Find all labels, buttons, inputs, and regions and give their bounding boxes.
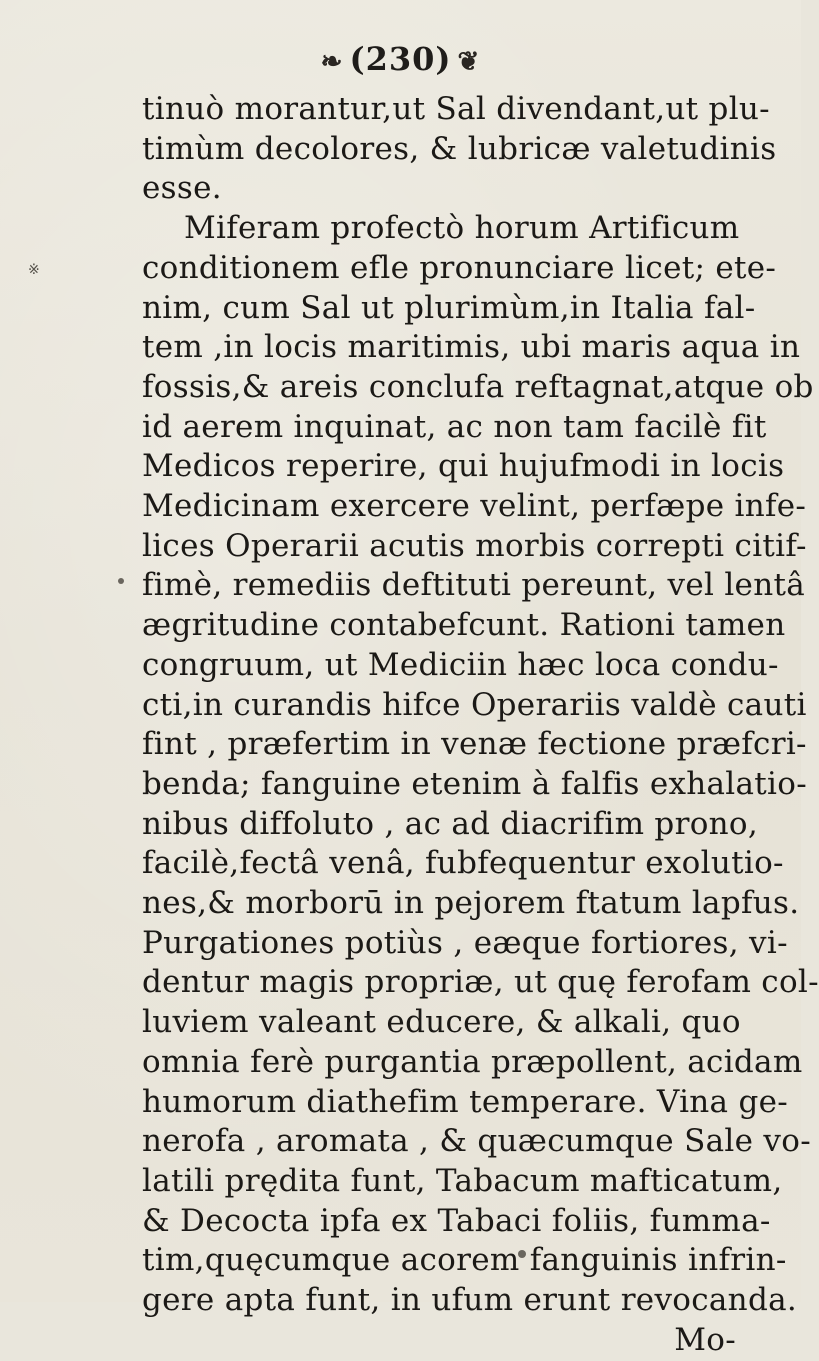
text-line: luviem valeant educere, & alkali, quo bbox=[142, 1004, 741, 1041]
text-line: Purgationes potiùs , eæque fortiores, vi- bbox=[142, 924, 788, 961]
text-line: tinuò morantur,ut Sal divendant,ut plu- bbox=[142, 91, 770, 127]
text-line: nerofa , aromata , & quæcumque Sale vo- bbox=[142, 1123, 811, 1160]
catchword: Mo- bbox=[674, 1321, 736, 1358]
margin-mark-icon: ※ bbox=[28, 262, 40, 278]
text-line: nes,& morborū in pejorem ftatum lapfus. bbox=[142, 885, 800, 922]
text-line: omnia ferè purgantia præpollent, acidam bbox=[142, 1043, 803, 1080]
ornament-right-icon: ❦ bbox=[457, 46, 481, 77]
text-line: lices Operarii acutis morbis correpti citif- bbox=[142, 527, 807, 564]
text-line: cti,in curandis hifce Operariis valdè cauti bbox=[142, 686, 807, 723]
page-header bbox=[0, 40, 801, 78]
text-line: ægritudine contabefcunt. Rationi tamen bbox=[142, 607, 786, 644]
text-line: tem ,in locis maritimis, ubi maris aqua in bbox=[142, 329, 801, 366]
ornament-left-icon: ❧ bbox=[320, 46, 344, 77]
text-line: facilè,fectâ venâ, fubfequentur exolutio- bbox=[142, 845, 784, 882]
text-line: fimè, remediis deftituti pereunt, vel lentâ bbox=[142, 567, 806, 604]
text-line: congruum, ut Mediciin hæc loca condu- bbox=[142, 646, 779, 683]
body-text bbox=[142, 90, 819, 1361]
text-line: benda; fanguine etenim à falfis exhalatio- bbox=[142, 765, 808, 802]
text-line: Medicinam exercere velint, perfæpe infe- bbox=[142, 488, 807, 525]
text-line: gere apta funt, in ufum erunt revocanda. bbox=[142, 1282, 798, 1319]
text-line: id aerem inquinat, ac non tam facilè fit bbox=[142, 408, 767, 445]
text-line: esse. bbox=[142, 170, 222, 207]
text-line: & Decocta ipfa ex Tabaci foliis, fumma- bbox=[142, 1202, 771, 1239]
text-line: tim,quęcumque acorem fanguinis infrin- bbox=[142, 1242, 787, 1279]
ink-speck bbox=[118, 578, 124, 584]
text-line: nibus diffoluto , ac ad diacrifim prono, bbox=[142, 805, 759, 842]
text-line: latili prędita funt, Tabacum mafticatum, bbox=[142, 1162, 783, 1199]
text-line: fossis,& areis conclufa reftagnat,atque ob bbox=[142, 368, 814, 405]
text-line: nim, cum Sal ut plurimùm,in Italia fal- bbox=[142, 289, 756, 326]
text-line: fint , præfertim in venæ fectione præfcri- bbox=[142, 726, 807, 763]
page-number: (230) bbox=[349, 40, 452, 78]
text-line: timùm decolores, & lubricæ valetudinis bbox=[142, 130, 777, 167]
text-line: conditionem efle pronunciare licet; ete- bbox=[142, 249, 777, 286]
text-line: humorum diathefim temperare. Vina ge- bbox=[142, 1083, 789, 1120]
text-line: Miferam profectò horum Artificum bbox=[184, 210, 740, 247]
text-line: Medicos reperire, qui hujufmodi in locis bbox=[142, 448, 785, 485]
text-line: dentur magis propriæ, ut quę ferofam col- bbox=[142, 964, 819, 1001]
